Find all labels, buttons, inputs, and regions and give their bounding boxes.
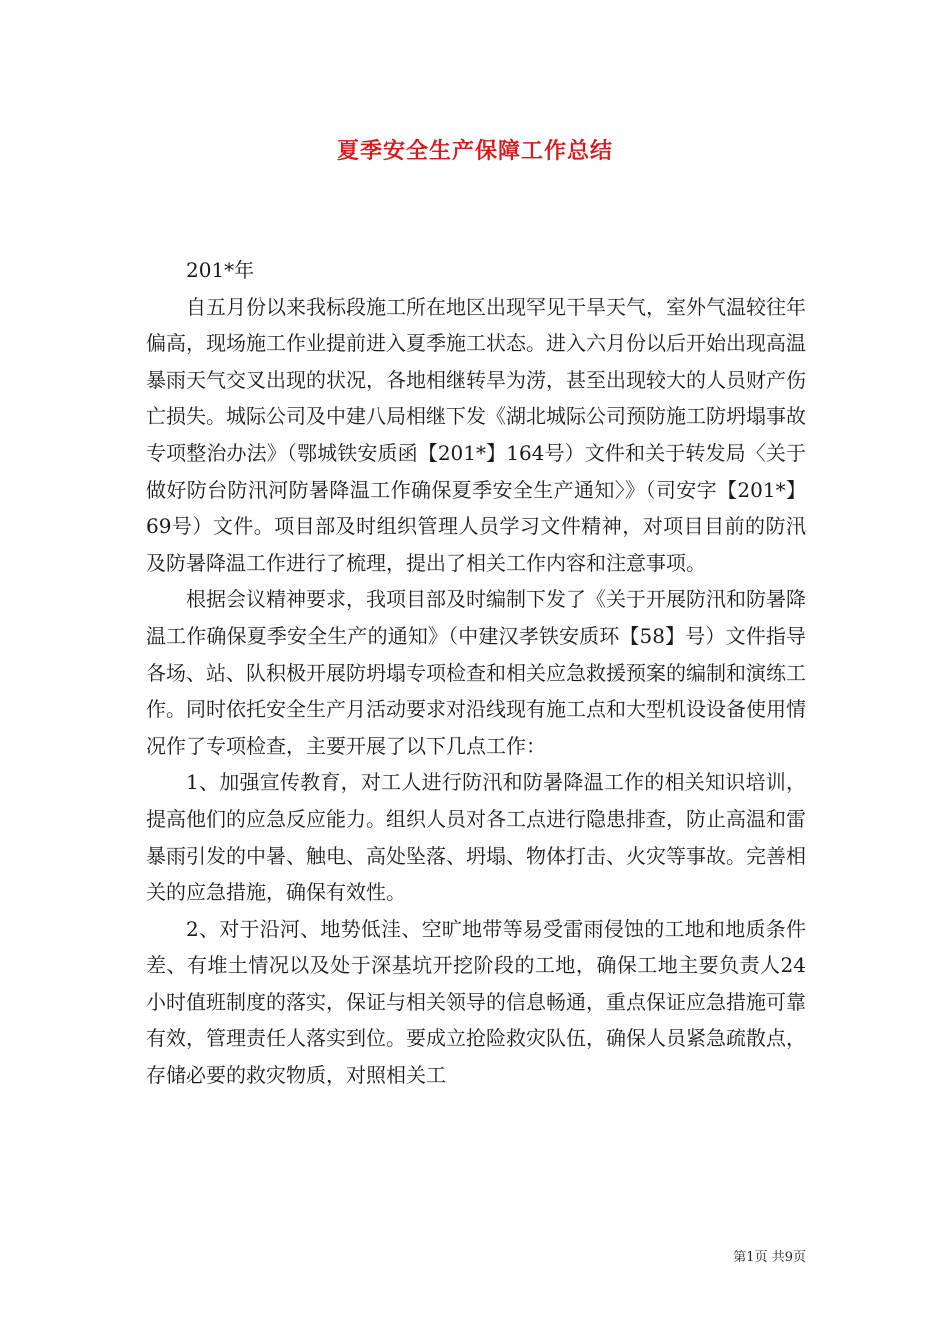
page-title: 夏季安全生产保障工作总结 [336, 138, 613, 164]
footer-middle: 页 共 [754, 1250, 785, 1265]
body-paragraph: 2、对于沿河、地势低洼、空旷地带等易受雷雨侵蚀的工地和地质条件差、有堆土情况以及处于深基坑开挖阶段的工地，确保工地主要负责人24小时值班制度的落实，保证与相关领导的信息畅通，重点保证应急措施可靠有效，管理责任人落实到位。要成立抢险救灾队伍，确保人员紧急疏散点，存储必要的救灾物质，对照相关工 [146, 916, 806, 1088]
page-number-footer [733, 1246, 806, 1265]
current-page-number: 1 [746, 1250, 755, 1265]
date-line: 201*年 [186, 258, 255, 282]
body-paragraph: 根据会议精神要求，我项目部及时编制下发了《关于开展防汛和防暑降温工作确保夏季安全生产的通知》（中建汉孝铁安质环【58】号）文件指导各场、站、队积极开展防坍塌专项检查和相关应急救援预案的编制和演练工作。同时依托安全生产月活动要求对沿线现有施工点和大型机设设备使用情况作了专项检查，主要开展了以下几点工作： [146, 587, 806, 758]
total-pages-number: 9 [784, 1250, 793, 1265]
document-body [146, 252, 806, 1094]
footer-prefix: 第 [733, 1250, 747, 1265]
body-paragraph: 1、加强宣传教育，对工人进行防汛和防暑降温工作的相关知识培训，提高他们的应急反应能力。组织人员对各工点进行隐患排查，防止高温和雷暴雨引发的中暑、触电、高处坠落、坍塌、物体打击、火灾等事故。完善相关的应急措施，确保有效性。 [146, 770, 806, 905]
footer-suffix: 页 [792, 1250, 806, 1265]
body-paragraph: 自五月份以来我标段施工所在地区出现罕见干旱天气，室外气温较往年偏高，现场施工作业提前进入夏季施工状态。进入六月份以后开始出现高温暴雨天气交叉出现的状况，各地相继转旱为涝，甚至出现较大的人员财产伤亡损失。城际公司及中建八局相继下发《湖北城际公司预防施工防坍塌事故专项整治办法》（鄂城铁安质函【201*】164号）文件和关于转发局〈关于做好防台防汛河防暑降温工作确保夏季安全生产通知〉》（司安字【201*】69号）文件。项目部及时组织管理人员学习文件精神，对项目目前的防汛及防暑降温工作进行了梳理，提出了相关工作内容和注意事项。 [146, 294, 806, 575]
